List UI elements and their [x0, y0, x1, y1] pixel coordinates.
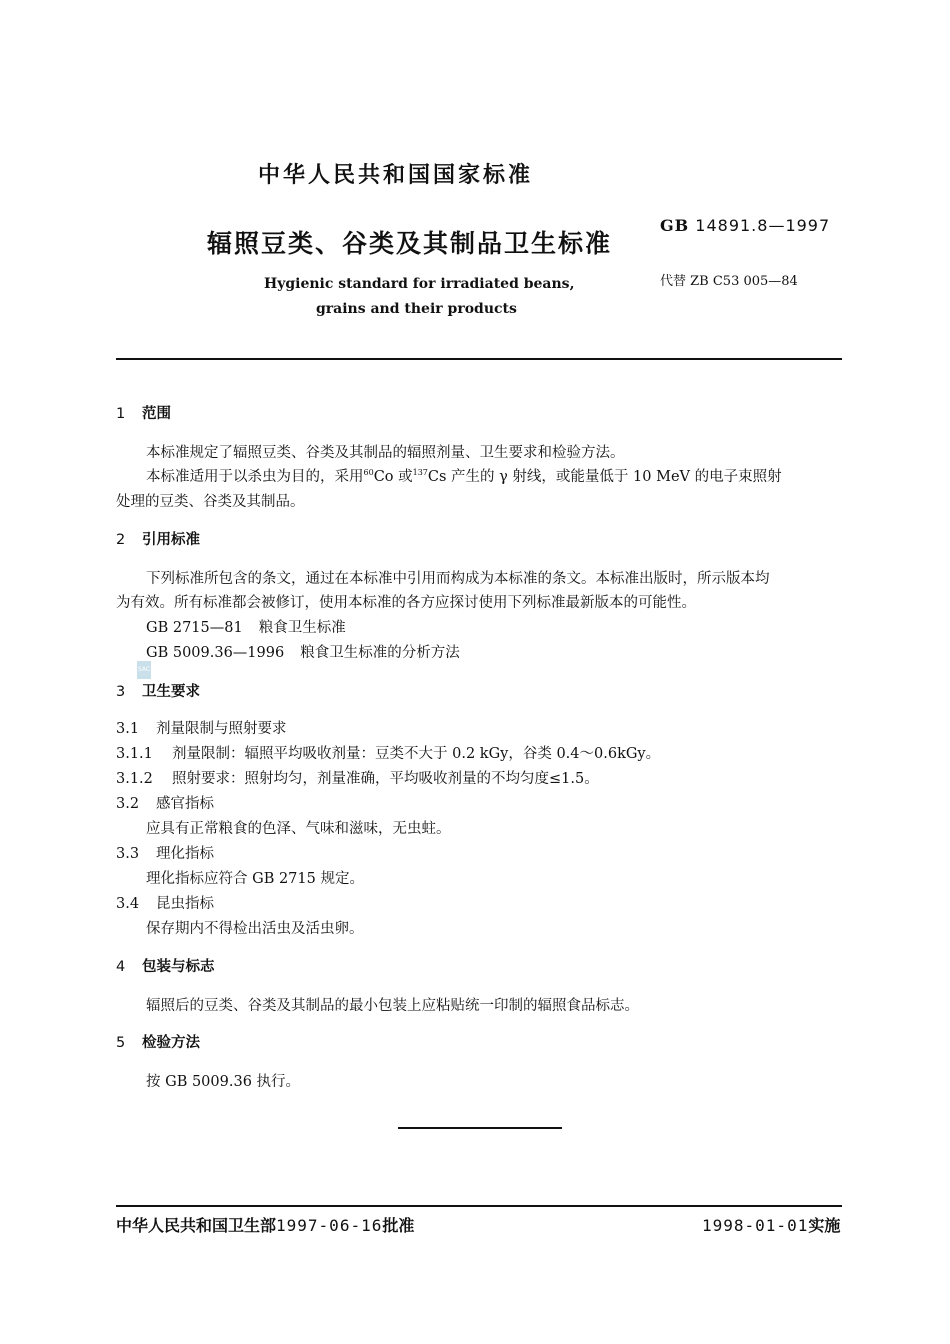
section-1-paragraph-2-continued: 处理的豆类、谷类及其制品。: [116, 494, 305, 510]
clause-3-1-number: 3.1: [116, 721, 140, 737]
reference-1: [146, 616, 346, 637]
reference-1-title: 粮食卫生标准: [258, 620, 346, 636]
section-1-title: 范围: [142, 406, 171, 422]
section-2-number: 2: [116, 532, 126, 548]
section-1-heading: [116, 402, 171, 423]
clause-3-4-number: 3.4: [116, 896, 140, 912]
section-3-heading: [116, 680, 200, 701]
replaces-standard: 代替 ZB C53 005—84: [660, 274, 798, 289]
reference-1-code: GB 2715—81: [146, 620, 243, 636]
clause-3-3: [116, 842, 214, 863]
clause-3-1: [116, 717, 287, 738]
clause-3-1-1-number: 3.1.1: [116, 746, 153, 762]
section-2-paragraph-line-1: 下列标准所包含的条文，通过在本标准中引用而构成为本标准的条文。本标准出版时，所示版本均: [146, 571, 770, 587]
implementation-date: 1998-01-01: [702, 1216, 809, 1235]
section-1-number: 1: [116, 406, 126, 422]
implementation-label: 实施: [808, 1216, 841, 1235]
isotope-co-mass: 60: [363, 468, 374, 477]
document-title-en-line1: Hygienic standard for irradiated beans,: [264, 276, 575, 292]
reference-2-code: GB 5009.36—1996: [146, 645, 285, 661]
approval-org: 中华人民共和国卫生部: [116, 1216, 277, 1235]
isotope-cs-mass: 137: [412, 468, 428, 477]
section-2-title: 引用标准: [142, 532, 200, 548]
issuing-org: 中华人民共和国国家标准: [258, 163, 534, 188]
approval-date: 1997-06-16: [276, 1216, 383, 1235]
clause-3-1-1: [116, 742, 660, 763]
section-3-number: 3: [116, 684, 126, 700]
section-4-heading: [116, 955, 215, 976]
clause-3-2-text: 应具有正常粮食的色泽、气味和滋味，无虫蛀。: [146, 821, 451, 837]
section-4-number: 4: [116, 959, 126, 975]
document-title-en-line2: grains and their products: [316, 301, 517, 317]
clause-3-1-2-number: 3.1.2: [116, 771, 153, 787]
section-1-p2-part-c: Cs 产生的 γ 射线，或能量低于 10 MeV 的电子束照射: [427, 469, 782, 485]
section-5-paragraph: 按 GB 5009.36 执行。: [146, 1074, 301, 1090]
clause-3-2-number: 3.2: [116, 796, 140, 812]
end-rule: [398, 1127, 562, 1129]
clause-3-1-1-text: 剂量限制：辐照平均吸收剂量：豆类不大于 0.2 kGy，谷类 0.4～0.6kGy。: [172, 746, 661, 762]
standard-number: [660, 216, 830, 235]
section-4-paragraph: 辐照后的豆类、谷类及其制品的最小包装上应粘贴统一印制的辐照食品标志。: [146, 998, 639, 1014]
clause-3-1-2: [116, 767, 599, 788]
standard-number-value: 14891.8—1997: [695, 216, 831, 235]
approval-line: [116, 1213, 414, 1236]
clause-3-4-text: 保存期内不得检出活虫及活虫卵。: [146, 921, 364, 937]
clause-3-2: [116, 792, 214, 813]
section-1-paragraph-2: [146, 465, 782, 486]
clause-3-3-title: 理化指标: [156, 846, 214, 862]
section-3-title: 卫生要求: [142, 684, 200, 700]
section-1-p2-part-b: Co 或: [373, 469, 413, 485]
header-rule: [116, 358, 842, 360]
section-1-paragraph-1: 本标准规定了辐照豆类、谷类及其制品的辐照剂量、卫生要求和检验方法。: [146, 445, 625, 461]
reference-2-title: 粮食卫生标准的分析方法: [300, 645, 460, 661]
clause-3-2-title: 感官指标: [156, 796, 214, 812]
implementation-line: [702, 1213, 840, 1236]
clause-3-3-number: 3.3: [116, 846, 140, 862]
clause-3-1-2-text: 照射要求：照射均匀，剂量准确，平均吸收剂量的不均匀度≤1.5。: [172, 771, 599, 787]
approval-label: 批准: [382, 1216, 415, 1235]
section-4-title: 包装与标志: [142, 959, 215, 975]
section-1-p2-part-a: 本标准适用于以杀虫为目的，采用: [146, 469, 364, 485]
clause-3-3-text: 理化指标应符合 GB 2715 规定。: [146, 871, 364, 887]
section-5-number: 5: [116, 1035, 126, 1051]
sac-stamp: SAC: [137, 661, 151, 679]
clause-3-1-title: 剂量限制与照射要求: [156, 721, 287, 737]
document-title-cn: 辐照豆类、谷类及其制品卫生标准: [207, 229, 613, 258]
reference-2: [146, 641, 460, 662]
footer-rule: [116, 1205, 842, 1207]
section-2-paragraph-line-2: 为有效。所有标准都会被修订，使用本标准的各方应探讨使用下列标准最新版本的可能性。: [116, 595, 696, 611]
clause-3-4: [116, 892, 214, 913]
standard-prefix: GB: [660, 216, 690, 235]
section-2-heading: [116, 528, 200, 549]
section-5-title: 检验方法: [142, 1035, 200, 1051]
section-5-heading: [116, 1031, 200, 1052]
clause-3-4-title: 昆虫指标: [156, 896, 214, 912]
